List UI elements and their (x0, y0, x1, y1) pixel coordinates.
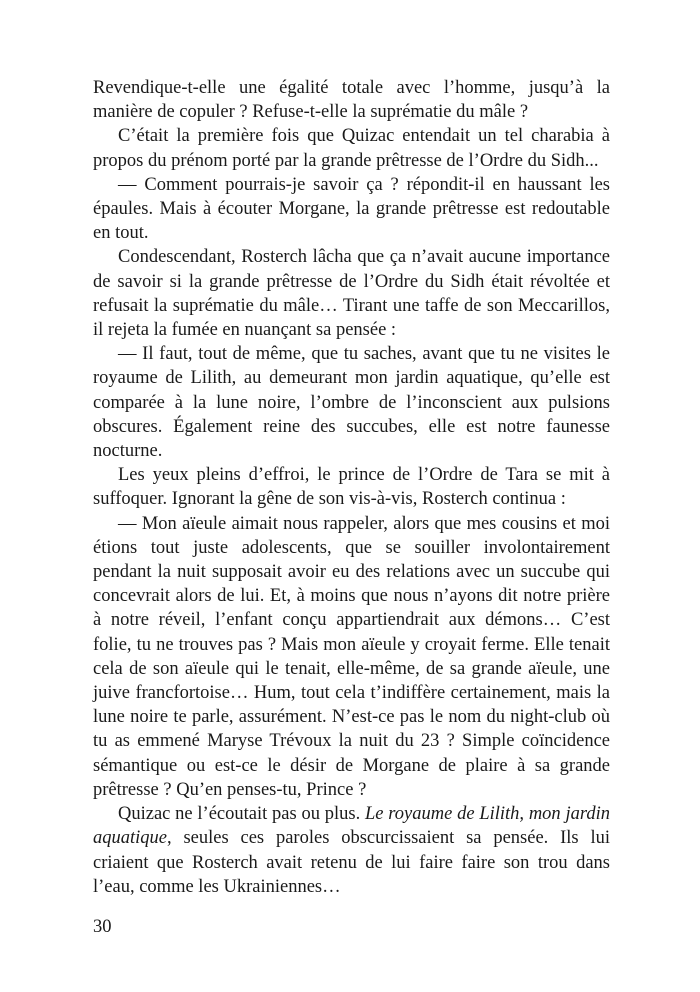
italic-quote: Le royaume de Lilith, mon jardin aquatique (93, 804, 610, 849)
paragraph: — Il faut, tout de même, que tu saches, avant que tu ne visites le royaume de Lilith, au demeurant mon jardin aquatique, qu’elle est comparée à la lune noire, l’ombre de l’inconscient aux pulsions obscures. Également reine des succubes, elle est notre faunesse nocturne. (93, 344, 610, 462)
page-number: 30 (93, 917, 112, 937)
paragraph: — Comment pourrais-je savoir ça ? répondit-il en haussant les épaules. Mais à écouter Morgane, la grande prêtresse est redoutable en tout. (93, 174, 610, 244)
body-text (93, 76, 610, 899)
paragraph: Condescendant, Rosterch lâcha que ça n’avait aucune importance de savoir si la grande prêtresse de l’Ordre du Sidh était révoltée et refusait la suprématie du mâle… Tirant une taffe de son Meccarillos, il rejeta la fumée en nuançant sa pensée : (93, 247, 610, 341)
paragraph: Revendique-t-elle une égalité totale avec l’homme, jusqu’à la manière de copuler ? Refuse-t-elle la suprématie du mâle ? (93, 78, 610, 123)
text-span: , seules ces paroles obscurcissaient sa pensée. Ils lui criaient que Rosterch avait retenu de lui faire faire son trou dans l’eau, comme les Ukrainiennes… (93, 828, 610, 897)
text-span: Quizac ne l’écoutait pas ou plus. (118, 804, 365, 825)
paragraph-last (93, 802, 610, 899)
paragraph: Les yeux pleins d’effroi, le prince de l’Ordre de Tara se mit à suffoquer. Ignorant la gêne de son vis-à-vis, Rosterch continua : (93, 465, 610, 510)
paragraph: C’était la première fois que Quizac entendait un tel charabia à propos du prénom porté par la grande prêtresse de l’Ordre du Sidh... (93, 126, 610, 171)
paragraph: — Mon aïeule aimait nous rappeler, alors que mes cousins et moi étions tout juste adolescents, que se souiller involontairement pendant la nuit supposait avoir eu des relations avec un succube qui concevrait alors de lui. Et, à moins que nous n’ayons dit notre prière à notre réveil, l’enfant conçu appartiendrait aux démons… C’est folie, tu ne trouves pas ? Mais mon aïeule y croyait ferme. Elle tenait cela de son aïeule qui le tenait, elle-même, de sa grande aïeule, une juive francfortoise… Hum, tout cela t’indiffère certainement, mais la lune noire te parle, assurément. N’est-ce pas le nom du night-club où tu as emmené Maryse Trévoux la nuit du 23 ? Simple coïncidence sémantique ou est-ce le désir de Morgane de plaire à sa grande prêtresse ? Qu’en penses-tu, Prince ? (93, 513, 610, 800)
